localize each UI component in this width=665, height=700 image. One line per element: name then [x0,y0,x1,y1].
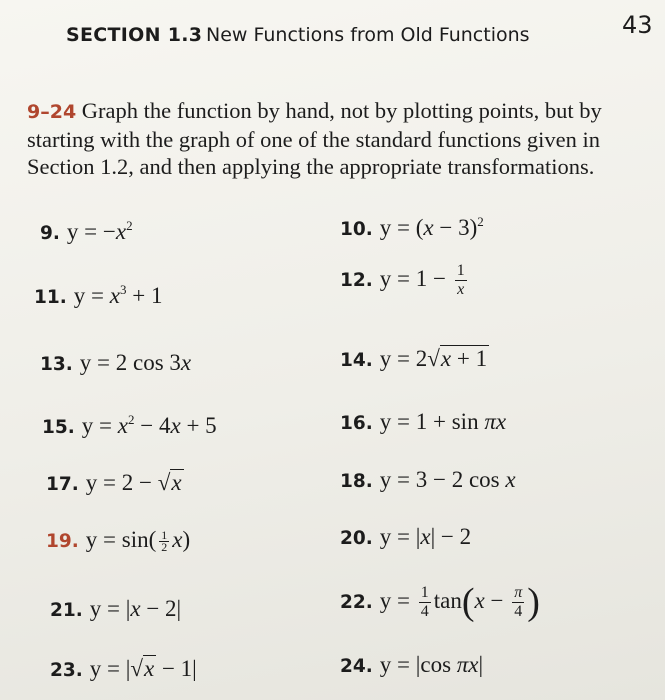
exercise-number: 12. [340,269,373,291]
exercise-17: 17. y = 2 − √x [46,470,182,495]
exercise-number: 21. [50,600,83,621]
fraction: $\frac{1}{x}$ [456,262,465,298]
page-number: 43 [622,11,653,39]
exercise-number: 19. [46,531,79,552]
exercise-range: 9–24 [27,101,77,123]
section-title: New Functions from Old Functions [206,24,530,46]
exercise-number: 18. [340,471,373,492]
exercise-15: 15. $y = x^2 - 4x + 5$ [42,412,217,438]
exercise-number: 24. [340,656,373,677]
exercise-number: 14. [340,350,373,371]
exercise-number: 13. [40,354,73,375]
exercise-number: 20. [340,528,373,549]
exercise-number: 10. [340,219,373,240]
exercise-number: 11. [34,287,67,308]
exercise-22: 22. y = $\frac{1}{4}$ tan(x − $\frac{\pi}{4}$ ) [340,581,540,623]
exercise-14: 14. y = 2√x + 1 [340,346,488,371]
exercise-9: 9. $y = -x^2$ [40,218,133,244]
exercise-number: 22. [340,592,373,613]
exercise-10: 10. $y = (x - 3)^2$ [340,214,484,240]
exercise-11: 11. $y = x^3 + 1$ [34,282,163,308]
exercise-13: 13. y = 2 cos 3x [40,350,192,375]
fraction: $\frac{\pi}{4}$ [514,584,523,621]
fraction: $\frac{1}{4}$ [420,584,429,621]
exercise-16: 16. y = 1 + sin πx [340,409,507,434]
exercise-20: 20. y = |x| − 2 [340,524,472,549]
exercise-number: 17. [46,474,79,495]
section-label: SECTION 1.3 [66,24,203,46]
fraction: $\frac{1}{2}$ [161,528,168,555]
exercise-24: 24. y = |cos πx| [340,652,484,677]
exercise-18: 18. y = 3 − 2 cos x [340,467,516,492]
exercise-12: 12. y = 1 − $\frac{1}{x}$ [340,262,465,298]
exercise-number: 23. [50,660,83,681]
exercise-19: 19. y = sin( $\frac{1}{2}$ x) [46,527,191,555]
instructions-text: Graph the function by hand, not by plotting points, but by starting with the graph of one of the standard functions given in Section 1.2, and then applying the appropriate transformations. [27,98,602,179]
exercise-number: 16. [340,413,373,434]
exercise-21: 21. y = |x − 2| [50,596,182,621]
exercise-number: 15. [42,417,75,438]
exercise-number: 9. [40,223,60,244]
exercise-23: 23. y = |√x − 1| [50,656,197,681]
exercise-instructions [27,97,637,180]
